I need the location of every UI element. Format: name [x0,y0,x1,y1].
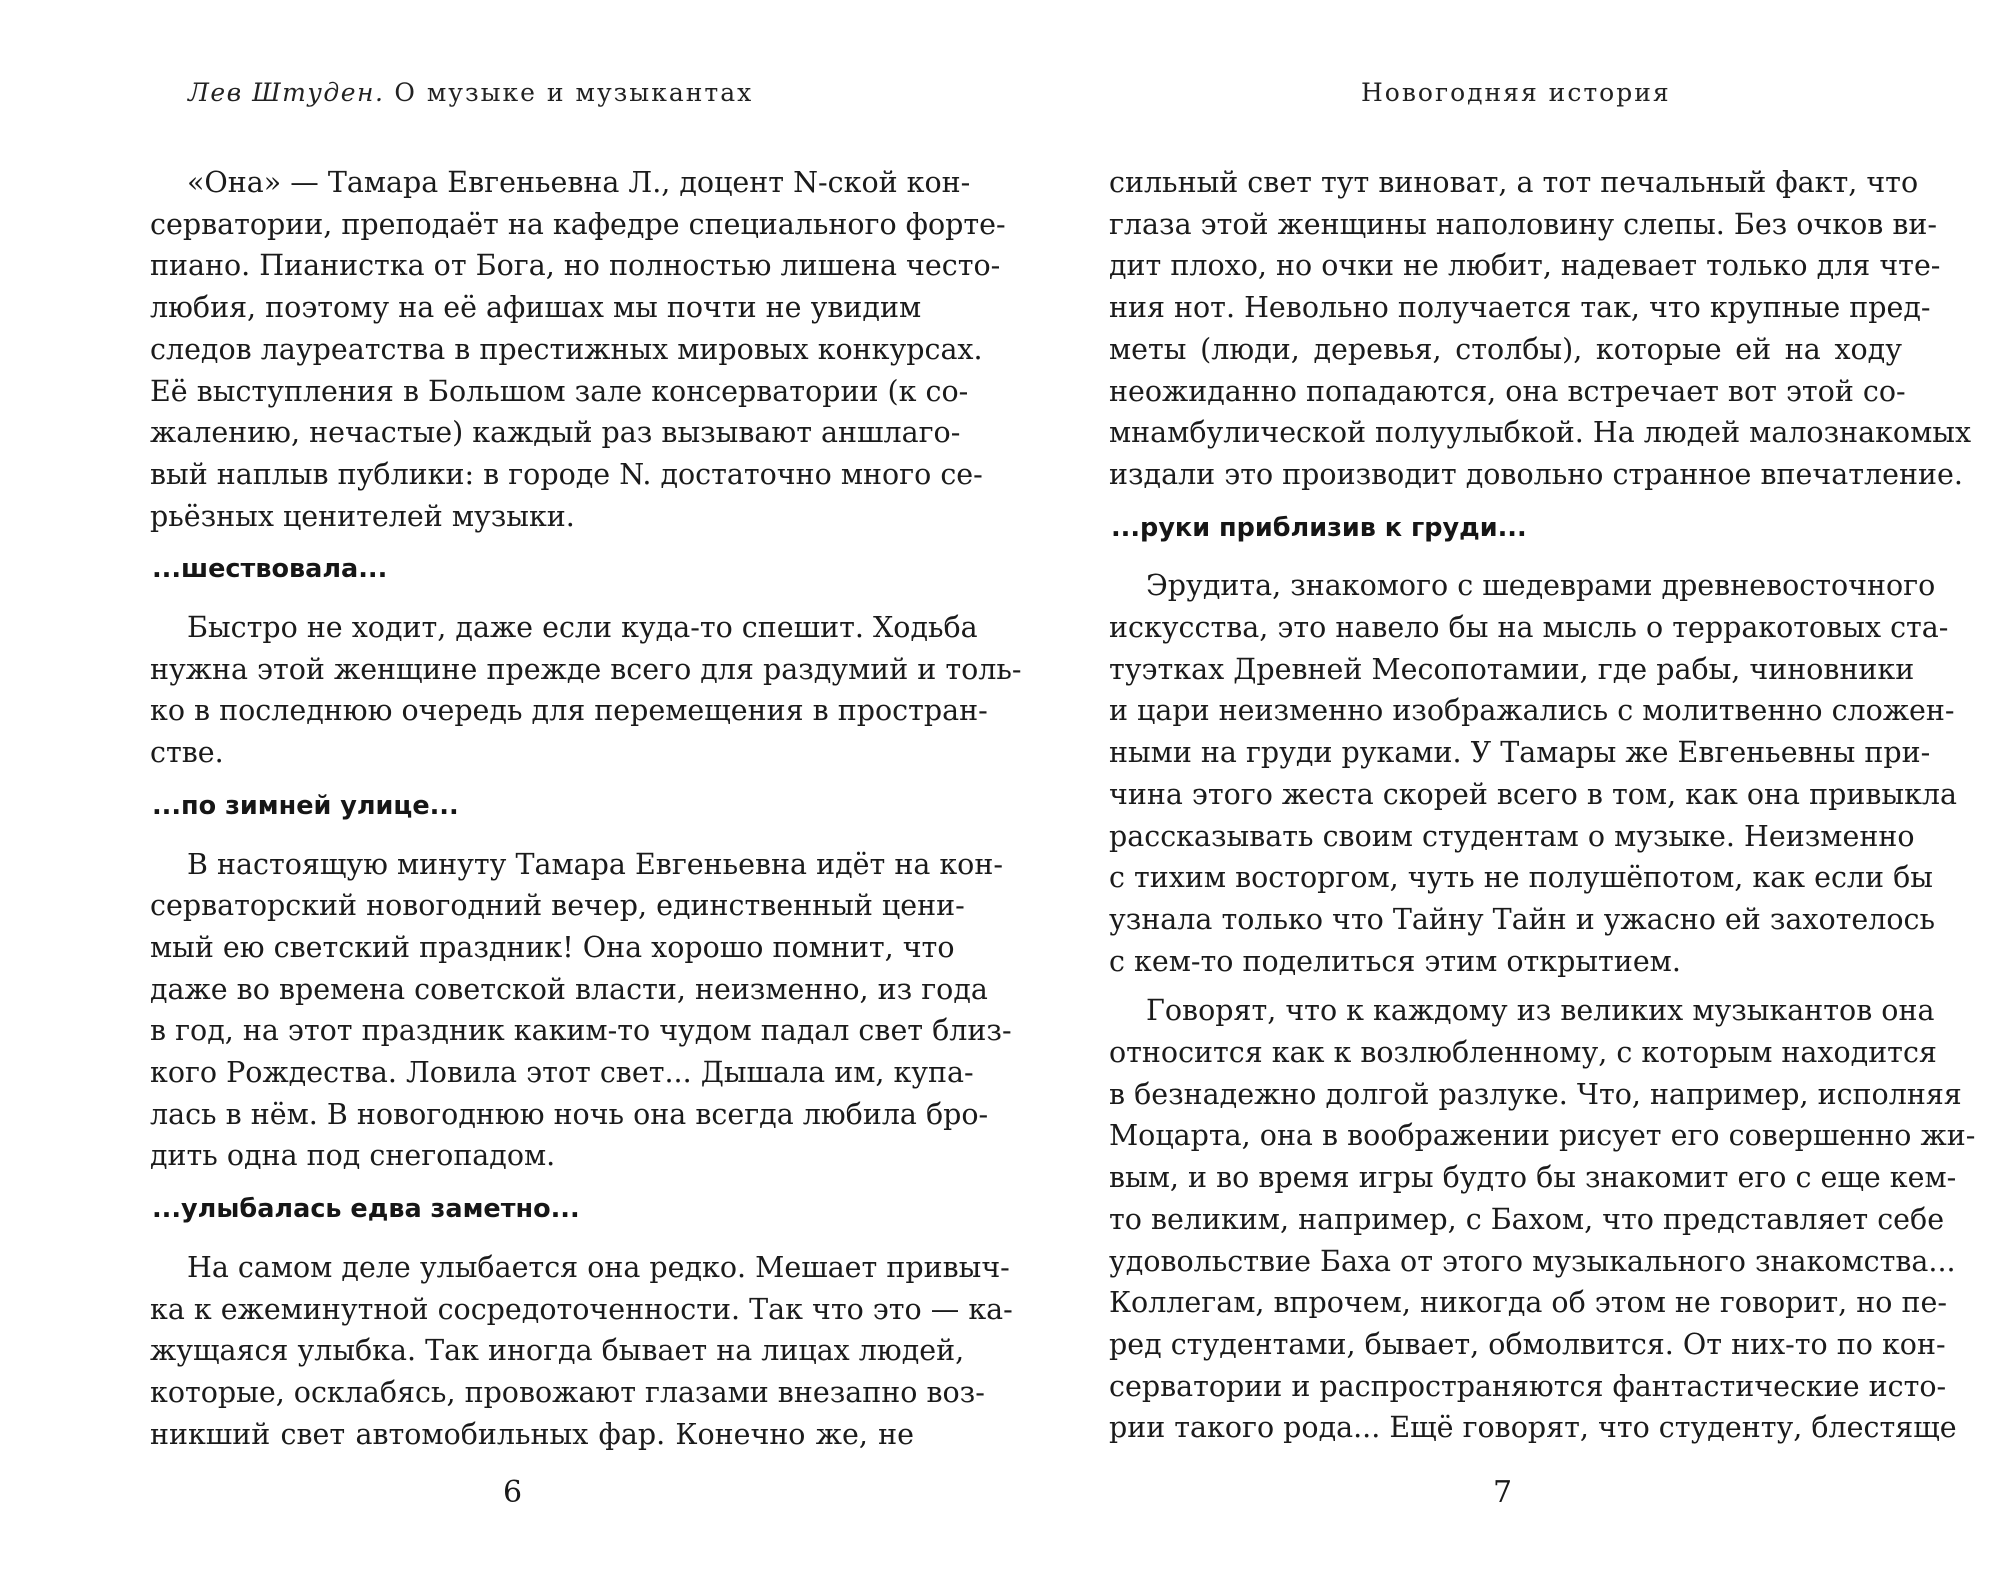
text-line: вым, и во время игры будто бы знакомит его с еще кем- [1109,1161,1957,1195]
text-line: Быстро не ходит, даже если куда-то спешит. Ходьба [187,611,978,645]
paragraph [1109,162,1972,496]
text-line: Коллегам, впрочем, никогда об этом не говорит, но пе- [1109,1286,1947,1320]
text-line: следов лауреатства в престижных мировых конкурсах. [150,332,983,366]
quotation-cue: ...по зимней улице... [152,790,459,821]
text-line: с кем-то поделиться этим открытием. [1109,944,1681,978]
text-line: узнала только что Тайну Тайн и ужасно ей захотелось [1109,902,1935,936]
paragraph [150,162,1006,537]
text-line: издали это производит довольно странное впечатление. [1109,457,1963,491]
right-page-text [1109,162,1976,1449]
paragraph [150,1247,1013,1456]
paragraph [150,844,1012,1178]
left-running-head [188,78,753,107]
text-line: ния нот. Невольно получается так, что крупные пред- [1109,291,1931,325]
text-line: дить одна под снегопадом. [150,1139,556,1173]
right-running-head: Новогодняя история [1361,78,1671,107]
text-line: глаза этой женщины наполовину слепы. Без очков ви- [1109,207,1938,241]
text-line: нужна этой женщине прежде всего для раздумий и толь- [150,652,1022,686]
text-line: с тихим восторгом, чуть не полушёпотом, как если бы [1109,861,1933,895]
right-page [999,0,1998,1574]
text-line: стве. [150,736,224,770]
text-line: ными на груди руками. У Тамары же Евгеньевны при- [1109,736,1931,770]
text-line: На самом деле улыбается она редко. Мешает привыч- [187,1250,1010,1284]
text-line: дит плохо, но очки не любит, надевает только для чте- [1109,249,1941,283]
text-line: чина этого жеста скорей всего в том, как она привыкла [1109,777,1957,811]
text-line: искусства, это навело бы на мысль о терракотовых ста- [1109,611,1949,645]
page-number: 6 [503,1475,523,1510]
text-line: удовольствие Баха от этого музыкального знакомства... [1109,1244,1956,1278]
text-line: ка к ежеминутной сосредоточенности. Так что это — ка- [150,1292,1013,1326]
text-line: рассказывать своим студентам о музыке. Неизменно [1109,819,1915,853]
quotation-cue: ...улыбалась едва заметно... [152,1194,580,1225]
text-line: жалению, нечастые) каждый раз вызывают аншлаго- [150,416,961,450]
text-line: серватории, преподаёт на кафедре специального форте- [150,207,1006,241]
text-line: которые, осклабясь, провожают глазами внезапно воз- [150,1375,985,1409]
text-line: никший свет автомобильных фар. Конечно же, не [150,1417,914,1451]
text-line: меты (люди, деревья, столбы), которые ей на ходу [1109,332,1902,366]
text-line: вый наплыв публики: в городе N. достаточно много се- [150,457,983,491]
paragraph [1109,565,1957,982]
page-number: 7 [1493,1475,1513,1510]
text-line: Эрудита, знакомого с шедеврами древневосточного [1146,569,1936,603]
quotation-cue: ...руки приблизив к груди... [1111,512,1527,543]
text-line: и цари неизменно изображались с молитвенно сложен- [1109,694,1955,728]
text-line: серваторский новогодний вечер, единственный цени- [150,889,965,923]
running-head-author: Лев Штуден. [188,78,385,107]
text-line: сильный свет тут виноват, а тот печальный факт, что [1109,166,1919,199]
text-line: Моцарта, она в воображении рисует его совершенно жи- [1109,1119,1976,1153]
paragraph-spacer [1109,982,1902,990]
text-line: лась в нём. В новогоднюю ночь она всегда любила бро- [150,1097,989,1131]
text-line: пиано. Пианистка от Бога, но полностью лишена често- [150,249,1001,283]
text-line: относится как к возлюбленному, с которым находится [1109,1036,1937,1070]
text-line: рьёзных ценителей музыки. [150,499,575,533]
text-line: В настоящую минуту Тамара Евгеньевна идёт на кон- [187,847,1003,881]
left-page-text [150,162,1022,1455]
text-line: туэтках Древней Месопотамии, где рабы, чиновники [1109,652,1915,686]
text-line: даже во времена советской власти, неизменно, из года [150,972,988,1006]
text-line: то великим, например, с Бахом, что представляет себе [1109,1202,1945,1236]
quotation-cue: ...шествовала... [152,554,388,585]
text-line: ко в последнюю очередь для перемещения в простран- [150,694,988,728]
text-line: любия, поэтому на её афишах мы почти не увидим [150,291,922,325]
text-line: кого Рождества. Ловила этот свет... Дышала им, купа- [150,1056,974,1090]
text-line: мнамбулической полуулыбкой. На людей малознакомых [1109,416,1972,450]
text-line: жущаяся улыбка. Так иногда бывает на лицах людей, [150,1334,965,1368]
text-line: в год, на этот праздник каким-то чудом падал свет близ- [150,1014,1012,1048]
paragraph [1109,990,1976,1449]
text-line: в безнадежно долгой разлуке. Что, например, исполняя [1109,1077,1962,1111]
text-line: рии такого рода... Ещё говорят, что студенту, блестяще [1109,1411,1957,1445]
text-line: Её выступления в Большом зале консерватории (к со- [150,374,969,408]
text-line: «Она» — Тамара Евгеньевна Л., доцент N-ской кон- [187,166,971,199]
text-line: ред студентами, бывает, обмолвится. От них-то по кон- [1109,1327,1946,1361]
running-head-book-title: О музыке и музыкантах [394,78,754,107]
text-line: серватории и распространяются фантастические исто- [1109,1369,1947,1403]
text-line: Говорят, что к каждому из великих музыкантов она [1146,994,1935,1028]
text-line: неожиданно попадаются, она встречает вот этой со- [1109,374,1906,408]
paragraph [150,607,1022,774]
text-line: мый ею светский праздник! Она хорошо помнит, что [150,930,955,964]
